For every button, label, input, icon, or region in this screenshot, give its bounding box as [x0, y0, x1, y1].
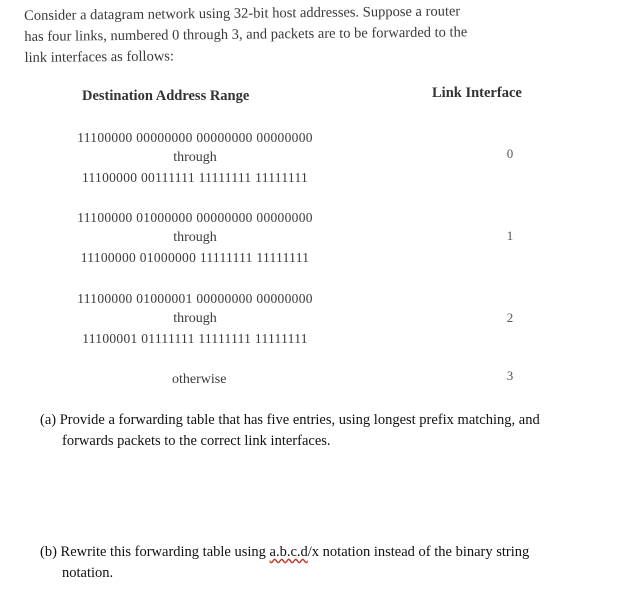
- range-start-2: 11100000 01000001 00000000 00000000: [77, 291, 313, 306]
- range-start-1: 11100000 01000000 00000000 00000000: [77, 210, 313, 225]
- intro-line-2: has four links, numbered 0 through 3, and packets are to be forwarded to the: [24, 24, 468, 45]
- problem-intro: [24, 0, 555, 69]
- range-end-2: 11100001 01111111 11111111 11111111: [82, 331, 308, 346]
- question-b-suffix: /x notation instead of the binary string: [307, 544, 530, 560]
- range-through-1: through: [173, 230, 217, 245]
- question-a: [40, 410, 540, 452]
- range-start-0: 11100000 00000000 00000000 00000000: [77, 130, 313, 145]
- range-end-1: 11100000 01000000 11111111 11111111: [80, 250, 310, 265]
- interface-2: 2: [506, 310, 514, 325]
- question-b-line-2: notation.: [62, 565, 114, 581]
- range-row-2: [50, 289, 340, 349]
- header-link-interface: Link Interface: [432, 85, 522, 101]
- otherwise-label: otherwise: [172, 372, 227, 387]
- question-b-prefix: (b) Rewrite this forwarding table using: [40, 544, 270, 560]
- question-b: [40, 542, 529, 584]
- question-a-line-1: (a) Provide a forwarding table that has five entries, using longest prefix matching, and: [40, 412, 540, 428]
- range-row-0: [50, 128, 340, 188]
- intro-line-3: link interfaces as follows:: [24, 48, 175, 66]
- interface-3: 3: [506, 368, 514, 383]
- range-row-1: [50, 208, 340, 268]
- interface-1: 1: [506, 228, 514, 243]
- range-end-0: 11100000 00111111 11111111 11111111: [81, 170, 309, 185]
- interface-0: 0: [506, 146, 514, 161]
- question-a-line-2: forwards packets to the correct link interfaces.: [62, 433, 331, 449]
- range-through-0: through: [173, 150, 217, 165]
- intro-line-1: Consider a datagram network using 32-bit host addresses. Suppose a router: [24, 3, 461, 24]
- question-b-notation: a.b.c.d: [269, 544, 308, 560]
- header-destination-range: Destination Address Range: [82, 88, 250, 104]
- range-through-2: through: [173, 311, 217, 326]
